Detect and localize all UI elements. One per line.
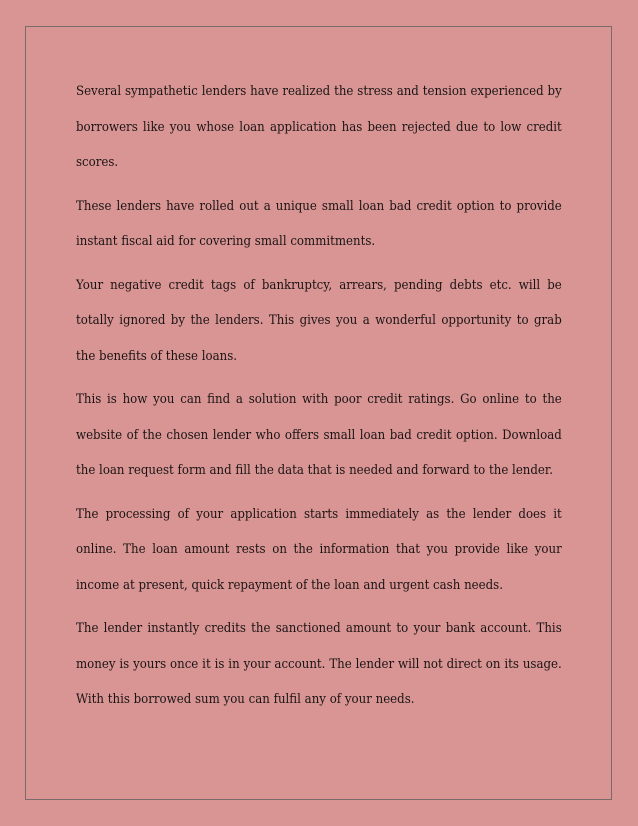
document-body — [76, 74, 562, 726]
paragraph-2: These lenders have rolled out a unique small loan bad credit option to provide instant fiscal aid for covering small commitments. — [76, 198, 562, 249]
paragraph-5: The processing of your application starts immediately as the lender does it online. The loan amount rests on the information that you provide like your income at present, quick repayment of the loan and urgent cash needs. — [76, 506, 562, 593]
paragraph-1: Several sympathetic lenders have realized the stress and tension experienced by borrowers like you whose loan application has been rejected due to low credit scores. — [76, 84, 562, 170]
paragraph-4: This is how you can find a solution with poor credit ratings. Go online to the website of the chosen lender who offers small loan bad credit option. Download the loan request form and fill the data that is needed and forward to the lender. — [76, 392, 562, 478]
paragraph-3: Your negative credit tags of bankruptcy, arrears, pending debts etc. will be totally ignored by the lenders. This gives you a wonderful opportunity to grab the benefits of these loans. — [76, 277, 562, 364]
paragraph-6: The lender instantly credits the sanctioned amount to your bank account. This money is yours once it is in your account. The lender will not direct on its usage. With this borrowed sum you can fulfil any of your needs. — [76, 621, 562, 707]
